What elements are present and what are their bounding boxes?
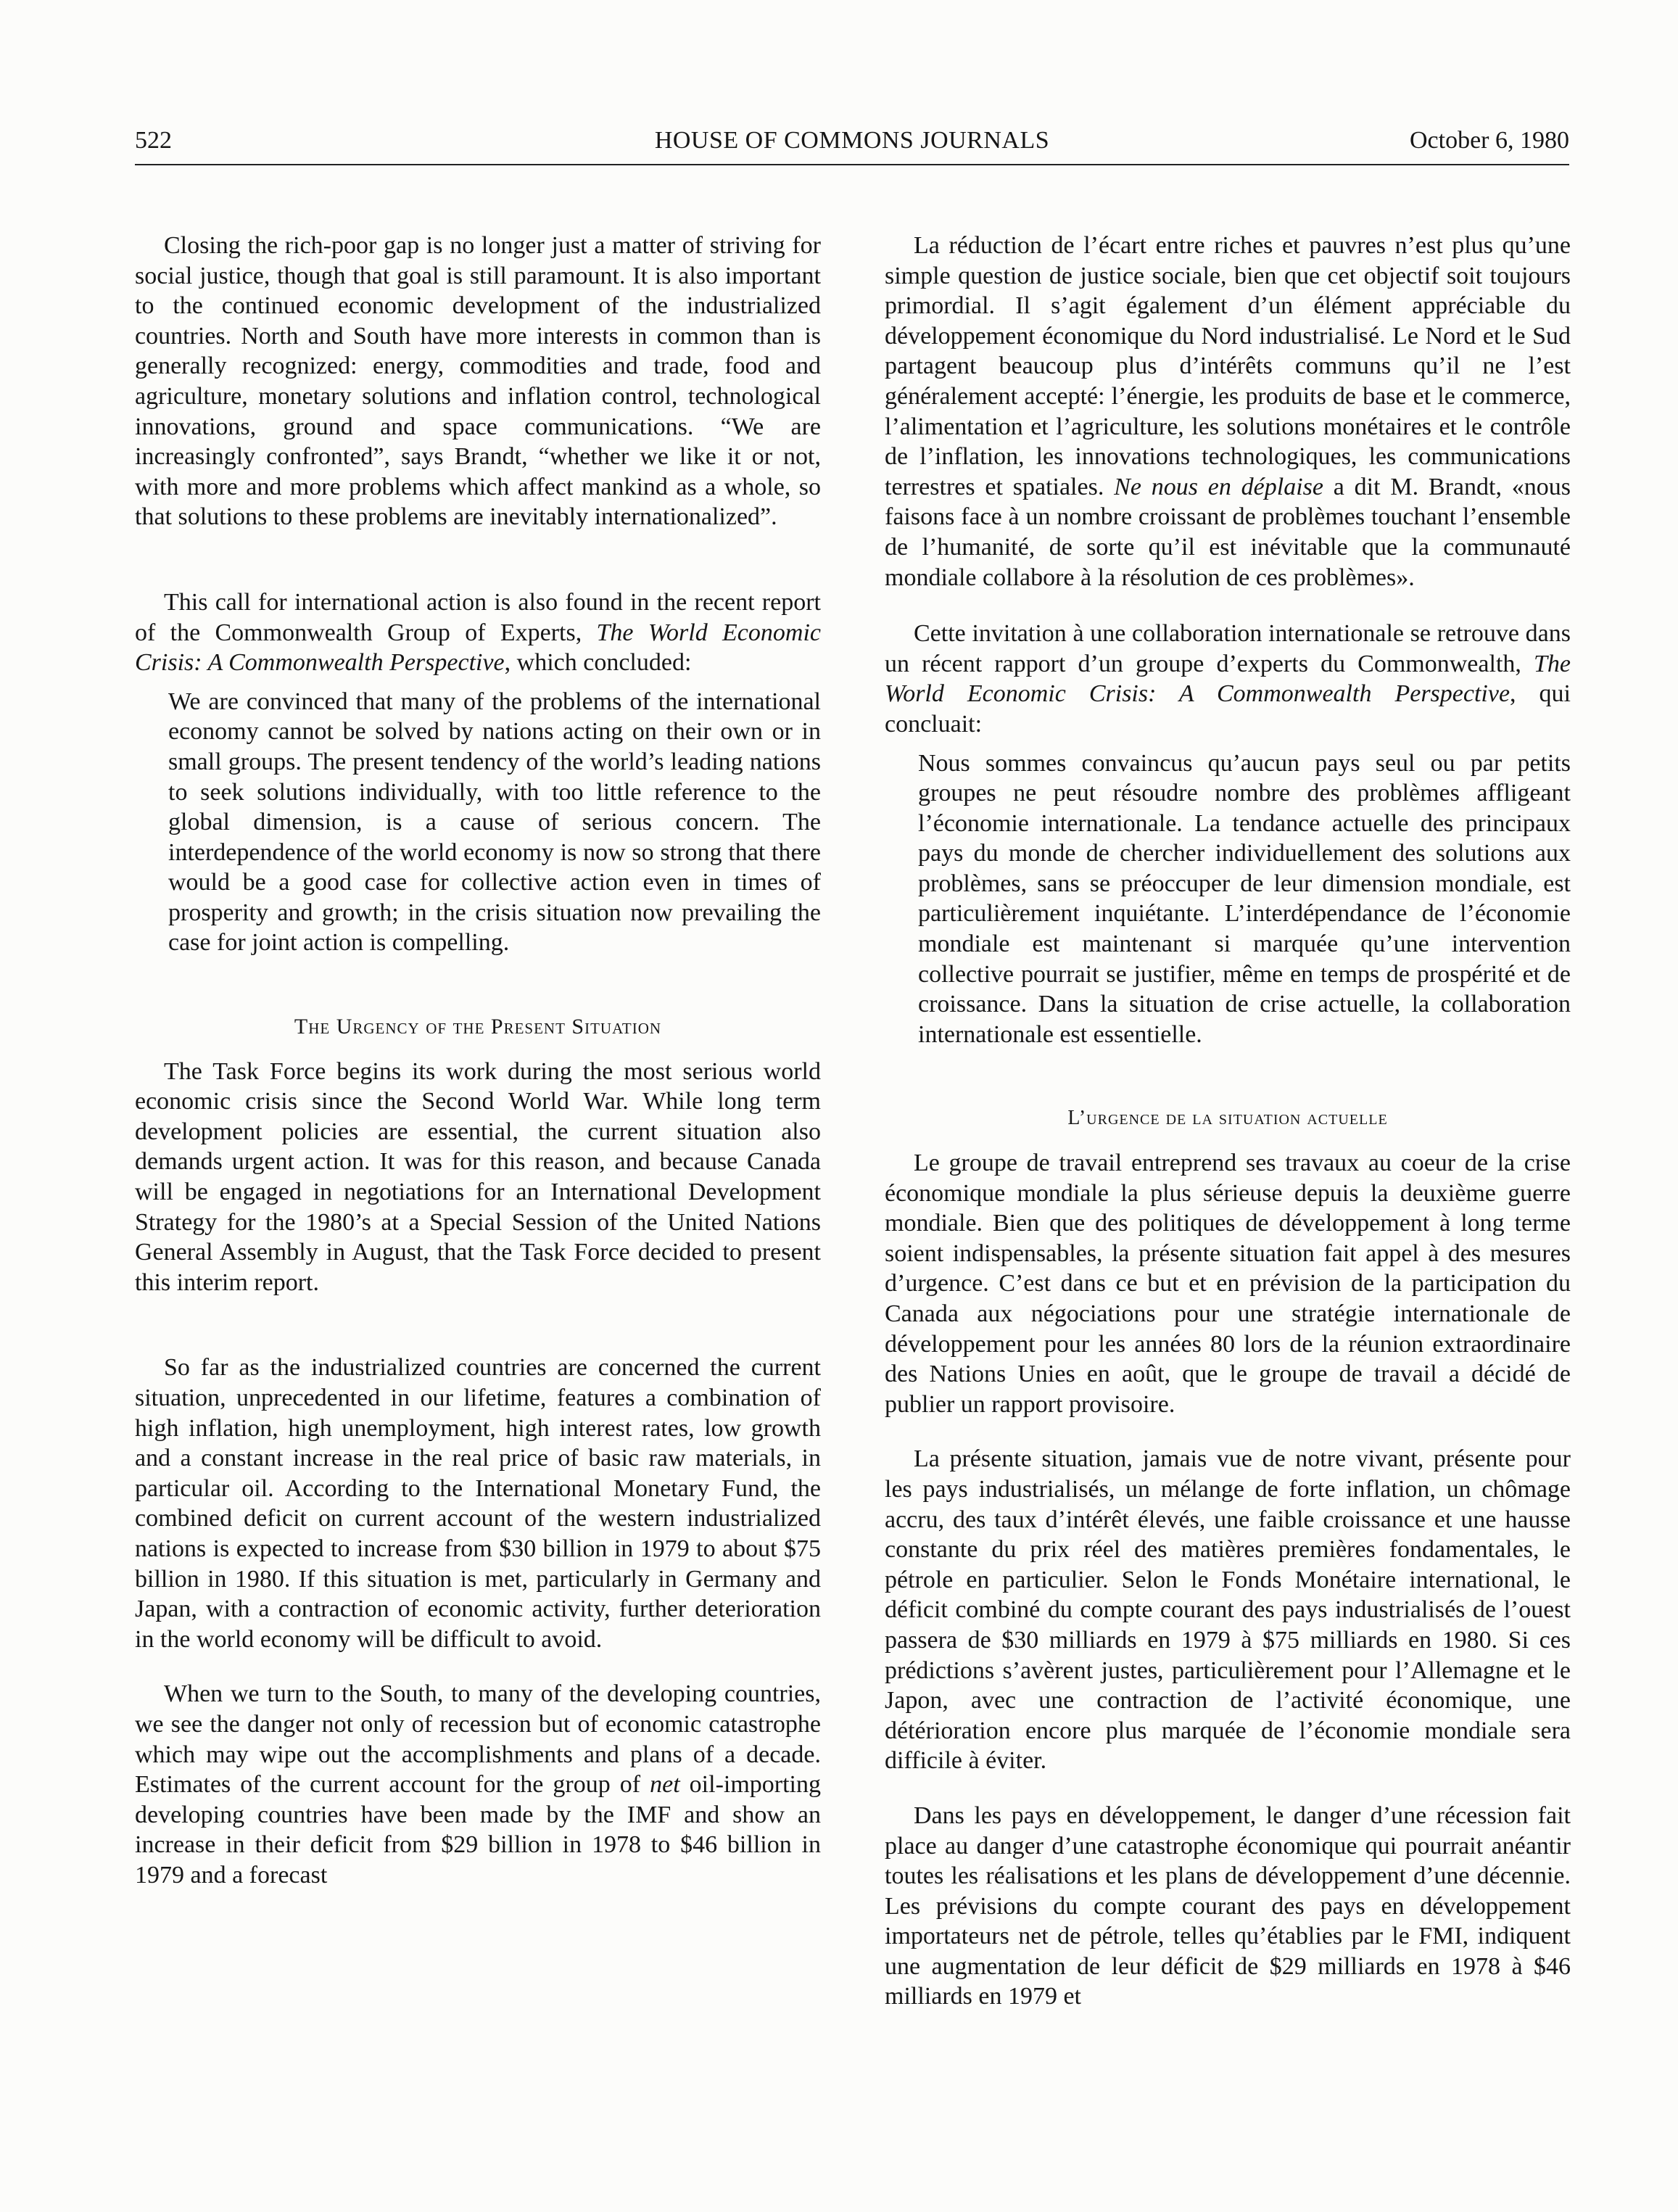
english-block-quote: We are convinced that many of the problems of the international economy cannot be solved by nations acting on their own or in small groups. The present tendency of the world’s leading nations to seek solutions individually, with too little reference to the global dimension, is a cause of serious concern. The interdependence of the world economy is now so strong that there would be a good case for collective action even in times of prosperity and growth; in the crisis situation now prevailing the case for joint action is compelling. [168,688,821,957]
french-paragraph-pays-industrialises: La présente situation, jamais vue de notre vivant, présente pour les pays industrialisés, un mélange de forte inflation, un chômage accru, des taux d’intérêt élevés, une faible croissance et une hausse constante du prix réel des matières premières fondamentales, le pétrole en particulier. Selon le Fonds Monétaire international, le déficit combiné du compte courant des pays industrialisés de l’ouest passera de $30 milliards en 1979 à $75 milliards en 1980. Si ces prédictions s’avèrent justes, particulièrement pour l’Allemagne et le Japon, avec une contraction de l’activité économique, une détérioration encore plus marquée de l’économie mondiale sera difficile à éviter. [885,1445,1571,1775]
french-column [885,231,1571,2012]
english-paragraph-rich-poor-gap: Closing the rich-poor gap is no longer just a matter of striving for social justice, though that goal is still paramount. It is also important to the continued economic development of the industrialized countries. North and South have more interests in common than is generally recognized: energy, commodities and trade, food and agriculture, monetary solutions and inflation control, technological innovations, ground and space communications. “We are increasingly confronted”, says Brandt, “whether we like it or not, with more and more problems which affect mankind as a whole, so that solutions to these problems are inevitably internationalized”. [135,232,821,531]
english-paragraph-south: When we turn to the South, to many of the developing countries, we see the danger not only of recession but of economic catastrophe which may wipe out the accomplishments and plans of a decade. Estimates of the current account for the group of net oil-importing developing countries have been made by the IMF and show an increase in their deficit from $29 billion in 1978 to $46 billion in 1979 and a forecast [135,1680,822,1889]
french-section-heading: L’urgence de la situation actuelle [1067,1107,1388,1130]
page-header [135,123,1569,165]
french-paragraph-groupe-travail: Le groupe de travail entreprend ses travaux au coeur de la crise économique mondiale la plus sérieuse depuis la deuxième guerre mondiale. Bien que des politiques de développement à long terme soient indispensables, la présente situation fait appel à des mesures d’urgence. C’est dans ce but et en prévision de la participation du Canada aux négociations pour une stratégie internationale de développement pour les années 80 lors de la réunion extraordinaire des Nations Unies en août, que le groupe de travail a décidé de publier un rapport provisoire. [885,1150,1571,1418]
english-section-heading: The Urgency of the Present Situation [294,1015,662,1039]
french-paragraph-ecart-riches-pauvres: La réduction de l’écart entre riches et pauvres n’est plus qu’une simple question de justice sociale, bien que cet objectif soit toujours primordial. Il s’agit également d’un élément appréciable du développement économique du Nord industrialisé. Le Nord et le Sud partagent beaucoup plus d’intérêts communs qu’il ne l’est généralement accepté: l’énergie, les produits de base et le commerce, l’alimentation et l’agriculture, les solutions monétaires et le contrôle de l’inflation, les innovations technologiques, les communications terrestres et spatiales. Ne nous en déplaise a dit M. Brandt, «nous faisons face à un nombre croissant de problèmes touchant l’ensemble de l’humanité, de sorte qu’il est inévitable que la communauté mondiale collabore à la résolution de ces problèmes». [885,232,1571,591]
english-paragraph-commonwealth-report: This call for international action is also found in the recent report of the Commonwealth Group of Experts, The World Economic Crisis: A Commonwealth Perspective, which concluded: [135,588,821,677]
french-paragraph-pays-developpement: Dans les pays en développement, le danger d’une récession fait place au danger d’une catastrophe économique qui pourrait anéantir toutes les réalisations et les plans de développement d’une décennie. Les prévisions du compte courant des pays en développement importateurs net de pétrole, telles qu’établies par le FMI, indiquent une augmentation de leur déficit de $29 milliards en 1978 à $46 milliards en 1979 et [885,1802,1571,2010]
report-title: The World Economic Crisis: A Commonwealth Perspective [135,619,821,677]
header-date: October 6, 1980 [1409,127,1569,154]
english-column [135,231,821,1891]
page-number: 522 [135,127,172,154]
english-paragraph-industrialized-countries: So far as the industrialized countries are concerned the current situation, unprecedented in our lifetime, features a combination of high inflation, high unemployment, high interest rates, low growth and a constant increase in the real price of basic raw materials, in particular oil. According to the International Monetary Fund, the combined deficit on current account of the western industrialized nations is expected to increase from $30 billion in 1979 to about $75 billion in 1980. If this situation is met, particularly in Germany and Japan, with a contraction of economic activity, further deterioration in the world economy will be difficult to avoid. [135,1354,821,1653]
french-paragraph-rapport-commonwealth: Cette invitation à une collaboration internationale se retrouve dans un récent rapport d’un groupe d’experts du Commonwealth, The World Economic Crisis: A Commonwealth Perspective, qui concluait: [885,620,1571,738]
french-block-quote: Nous sommes convaincus qu’aucun pays seul ou par petits groupes ne peut résoudre nombre des problèmes affligeant l’économie internationale. La tendance actuelle des principaux pays du monde de chercher individuellement des solutions aux problèmes, sans se préoccuper de leur dimension mondiale, est particulièrement inquiétante. L’interdépendance de l’économie mondiale est maintenant si marquée qu’une intervention collective pourrait se justifier, même en temps de prospérité et de croissance. Dans la situation de crise actuelle, la collaboration internationale est essentielle. [918,749,1571,1048]
english-paragraph-task-force: The Task Force begins its work during the most serious world economic crisis since the Second World War. While long term development policies are essential, the current situation also demands urgent action. It was for this reason, and because Canada will be engaged in negotiations for an International Development Strategy for the 1980’s at a Special Session of the United Nations General Assembly in August, that the Task Force decided to present this interim report. [135,1057,821,1296]
report-title-fr: The World Economic Crisis: A Commonwealth Perspective [885,650,1571,708]
journal-title: HOUSE OF COMMONS JOURNALS [654,127,1050,154]
